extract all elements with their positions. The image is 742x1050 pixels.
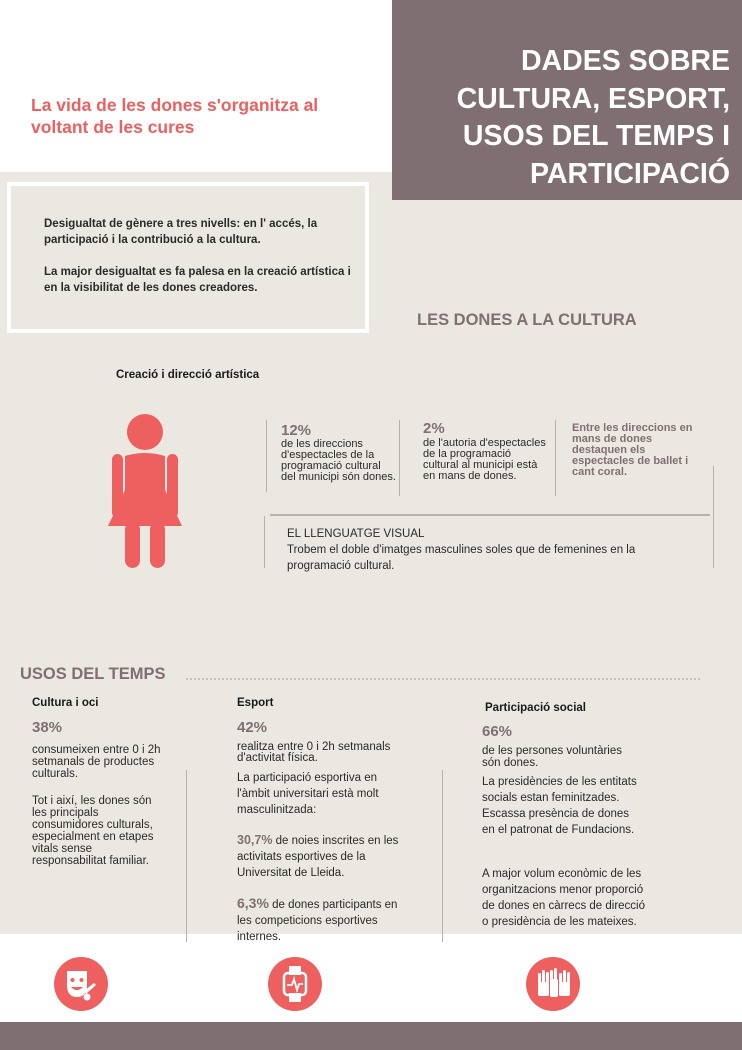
creation-label: Creació i direcció artística — [116, 369, 260, 381]
stat2-value: 2% — [423, 420, 445, 437]
stat1-text: de les direccions d'espectacles de la programació cultural del municipi són dones. — [281, 438, 396, 483]
theater-masks-icon — [54, 957, 108, 1011]
divider — [186, 770, 187, 942]
woman-figure-icon — [108, 414, 186, 568]
col3-text2: A major volum econòmic de les organitzacions menor proporció de dones en càrrecs de direcció o presidència de les mateixes. — [482, 868, 646, 928]
visual-language-title: EL LLENGUATGE VISUAL — [287, 528, 425, 540]
col2-stat3-text: de dones participants en les competicions esportives internes. — [237, 899, 398, 943]
divider — [399, 420, 400, 496]
col2-text: La participació esportiva en l'àmbit universitari està molt masculinitzada: — [237, 772, 379, 816]
page-subtitle: La vida de les dones s'organitza al voltant de les cures — [31, 95, 319, 137]
col3-pct: 66% — [482, 723, 513, 740]
divider — [555, 420, 556, 496]
col3-title: Participació social — [485, 702, 586, 714]
col1-pct: 38% — [32, 719, 63, 736]
culture-heading: LES DONES A LA CULTURA — [417, 311, 637, 329]
divider — [442, 770, 443, 942]
stat2-text: de l'autoria d'espectacles de la programació cultural al municipi està en mans de dones. — [423, 437, 546, 482]
divider — [266, 420, 267, 492]
col2-stat2 — [237, 832, 407, 881]
col1-title: Cultura i oci — [32, 697, 99, 709]
divider — [264, 516, 265, 568]
raised-hands-icon — [526, 957, 580, 1011]
title-box — [392, 0, 742, 200]
col1-text: Tot i així, les dones són les principals consumidores culturals, especialment en etapes vitals sense responsabilitat familiar. — [32, 795, 154, 867]
col2-pct: 42% — [237, 719, 268, 736]
col2-stat2-pct: 30,7% — [237, 833, 273, 847]
intro-box — [7, 182, 369, 333]
page-title: DADES SOBRE CULTURA, ESPORT, USOS DEL TEMPS I PARTICIPACIÓ — [456, 45, 730, 190]
col2-stat2-text: de noies inscrites en les activitats esportives de la Universitat de Lleida. — [237, 835, 399, 879]
col2-stat: realitza entre 0 i 2h setmanals d'activitat física. — [237, 741, 391, 764]
col2-title: Esport — [237, 697, 274, 709]
col2-stat3-pct: 6,3% — [237, 895, 269, 911]
divider — [713, 466, 714, 568]
visual-language-text: Trobem el doble d'imatges masculines soles que de femenines en la programació cultural. — [287, 544, 636, 572]
intro-paragraph-2: La major desigualtat es fa palesa en la creació artística i en la visibilitat de les dones creadores. — [44, 266, 351, 294]
divider — [270, 514, 710, 516]
col3-stat: de les persones voluntàries són dones. — [482, 745, 622, 769]
dotted-divider — [186, 678, 700, 680]
stat3-text: Entre les direccions en mans de dones destaquen els espectacles de ballet i cant coral. — [572, 422, 693, 478]
col1-stat: consumeixen entre 0 i 2h setmanals de productes culturals. — [32, 744, 161, 780]
smartwatch-icon — [268, 957, 322, 1011]
time-heading: USOS DEL TEMPS — [20, 665, 166, 683]
intro-paragraph-1: Desigualtat de gènere a tres nivells: en l' accés, la participació i la contribució a la cultura. — [44, 218, 318, 246]
stat1-value: 12% — [281, 422, 312, 439]
footer-bar — [0, 1022, 742, 1050]
col2-stat3 — [237, 895, 407, 945]
col3-text1: La presidències de les entitats socials estan feminitzades. Escassa presència de dones en el patronat de Fundacions. — [482, 776, 637, 836]
